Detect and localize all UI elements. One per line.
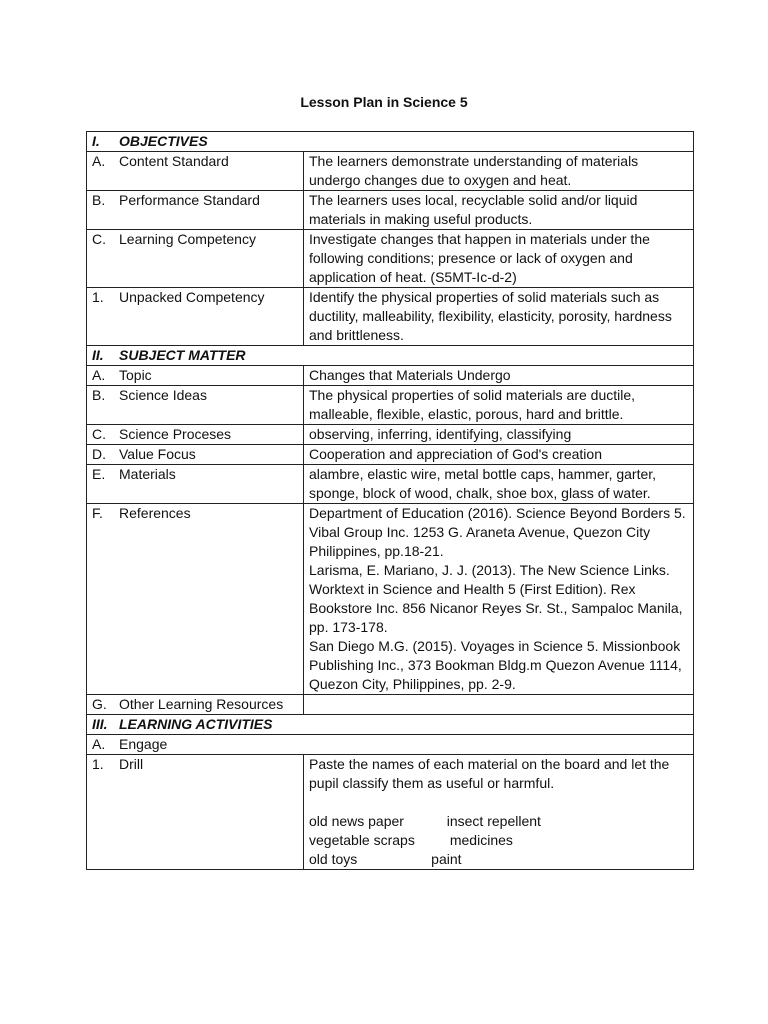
table-row [87,755,694,870]
table-row [87,386,694,425]
table-row [87,695,694,715]
list-item: old news paper insect repellent [309,813,541,829]
table-row [87,445,694,465]
row-value: The physical properties of solid materials are ductile, malleable, flexible, elastic, porous, hard and brittle. [304,386,694,425]
lesson-plan-table [86,131,694,870]
list-item: vegetable scraps medicines [309,832,513,848]
table-row [87,191,694,230]
table-row [87,152,694,191]
row-value: alambre, elastic wire, metal bottle caps, hammer, garter, sponge, block of wood, chalk, shoe box, glass of water. [304,465,694,504]
table-row [87,366,694,386]
row-label: F. References [87,504,304,695]
row-label: 1. Unpacked Competency [87,288,304,346]
row-value: Changes that Materials Undergo [304,366,694,386]
row-label: E. Materials [87,465,304,504]
row-value: Investigate changes that happen in materials under the following conditions; presence or lack of oxygen and application of heat. (S5MT-Ic-d-2) [304,230,694,288]
row-value: The learners demonstrate understanding of materials undergo changes due to oxygen and heat. [304,152,694,191]
row-label: A. Topic [87,366,304,386]
section-row-objectives [87,132,694,152]
row-label: D. Value Focus [87,445,304,465]
row-label: A. Content Standard [87,152,304,191]
row-label: C. Learning Competency [87,230,304,288]
page-title: Lesson Plan in Science 5 [300,94,468,110]
row-label: A. Engage [87,735,694,755]
row-value: The learners uses local, recyclable solid and/or liquid materials in making useful products. [304,191,694,230]
table-row [87,504,694,695]
section-heading: II. SUBJECT MATTER [87,346,694,366]
row-value [304,695,694,715]
drill-cell [304,755,694,870]
reference-item: Department of Education (2016). Science Beyond Borders 5. Vibal Group Inc. 1253 G. Araneta Avenue, Quezon City Philippines, pp.18-21. [309,505,686,559]
row-value: Identify the physical properties of solid materials such as ductility, malleability, flexibility, elasticity, porosity, hardness and brittleness. [304,288,694,346]
table-row [87,230,694,288]
reference-item: San Diego M.G. (2015). Voyages in Science 5. Missionbook Publishing Inc., 373 Bookman Bldg.m Quezon Avenue 1114, Quezon City, Philippines, pp. 2-9. [309,638,682,692]
drill-instruction: Paste the names of each material on the board and let the pupil classify them as useful or harmful. [309,756,670,791]
row-label: G. Other Learning Resources [87,695,304,715]
table-row [87,465,694,504]
table-row [87,288,694,346]
spacer [309,793,689,812]
row-label: 1. Drill [87,755,304,870]
section-row-subject-matter [87,346,694,366]
section-row-learning-activities [87,715,694,735]
section-heading: III. LEARNING ACTIVITIES [87,715,694,735]
reference-item: Larisma, E. Mariano, J. J. (2013). The New Science Links. Worktext in Science and Health 5 (First Edition). Rex Bookstore Inc. 856 Nicanor Reyes Sr. St., Sampaloc Manila, pp. 173-178. [309,562,683,635]
row-label: C. Science Proceses [87,425,304,445]
section-heading: I. OBJECTIVES [87,132,694,152]
list-item: old toys paint [309,851,462,867]
table-row [87,425,694,445]
table-row [87,735,694,755]
row-label: B. Performance Standard [87,191,304,230]
row-value: observing, inferring, identifying, classifying [304,425,694,445]
references-cell [304,504,694,695]
row-value: Cooperation and appreciation of God's creation [304,445,694,465]
row-label: B. Science Ideas [87,386,304,425]
